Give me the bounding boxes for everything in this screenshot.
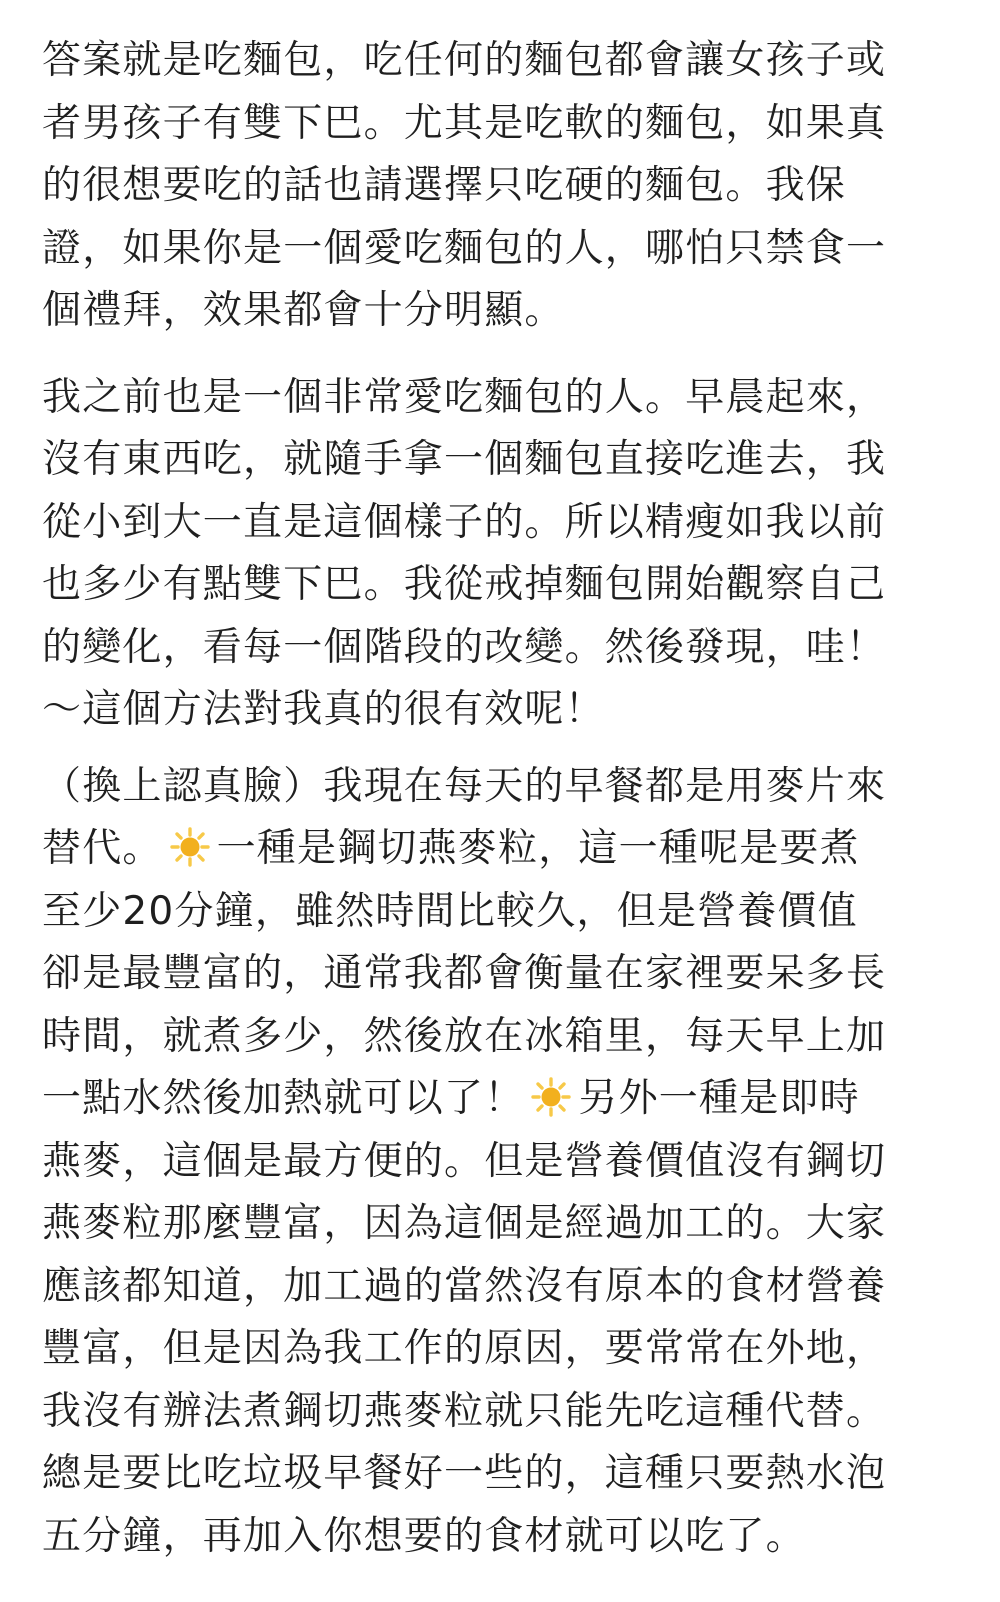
paragraph-line: 的很想要吃的話也請選擇只吃硬的麵包。我保 xyxy=(42,163,847,208)
paragraph-line: 沒有東西吃，就隨手拿一個麵包直接吃進去，我 xyxy=(42,437,887,482)
paragraph-line: 燕麥，這個是最方便的。但是營養價值沒有鋼切 xyxy=(42,1138,887,1184)
paragraph-line: 總是要比吃垃圾早餐好一些的，這種只要熱水泡 xyxy=(42,1451,887,1496)
paragraph-text-fragment: 一點水然後加熱就可以了！ xyxy=(42,1076,525,1121)
paragraph-3 xyxy=(42,756,976,1569)
paragraph-line: 的變化，看每一個階段的改變。然後發現，哇！ xyxy=(42,624,887,670)
paragraph-2 xyxy=(42,367,976,742)
paragraph-text-fragment: 替代。 xyxy=(42,826,163,871)
paragraph-line: 應該都知道，加工過的當然沒有原本的食材營養 xyxy=(42,1263,887,1309)
paragraph-line: ～這個方法對我真的很有效呢！ xyxy=(42,687,605,732)
paragraph-line: 者男孩子有雙下巴。尤其是吃軟的麵包，如果真 xyxy=(42,100,887,146)
paragraph-line: 五分鐘，再加入你想要的食材就可以吃了。 xyxy=(42,1513,806,1559)
paragraph-line: 至少20分鐘，雖然時間比較久，但是營養價值 xyxy=(42,888,858,934)
paragraph-line-with-icon xyxy=(42,1068,976,1131)
paragraph-line: 證，如果你是一個愛吃麵包的人，哪怕只禁食一 xyxy=(42,225,887,271)
paragraph-gap xyxy=(42,343,976,367)
paragraph-line: 也多少有點雙下巴。我從戒掉麵包開始觀察自己 xyxy=(42,562,887,607)
paragraph-1 xyxy=(42,30,976,343)
paragraph-line: 從小到大一直是這個樣子的。所以精瘦如我以前 xyxy=(42,499,887,545)
paragraph-line: （換上認真臉）我現在每天的早餐都是用麥片來 xyxy=(42,763,887,809)
paragraph-text-fragment: 另外一種是即時 xyxy=(578,1076,860,1121)
paragraph-line: 個禮拜，效果都會十分明顯。 xyxy=(42,288,565,333)
paragraph-line: 我沒有辦法煮鋼切燕麥粒就只能先吃這種代替。 xyxy=(42,1388,887,1434)
sun-icon xyxy=(530,1076,572,1118)
paragraph-gap xyxy=(42,742,976,756)
sun-icon xyxy=(169,826,211,868)
paragraph-line: 答案就是吃麵包，吃任何的麵包都會讓女孩子或 xyxy=(42,38,887,83)
paragraph-line: 卻是最豐富的，通常我都會衡量在家裡要呆多長 xyxy=(42,951,887,996)
paragraph-line-with-icon xyxy=(42,818,976,881)
paragraph-line: 我之前也是一個非常愛吃麵包的人。早晨起來， xyxy=(42,374,887,420)
paragraph-line: 時間，就煮多少，然後放在冰箱里，每天早上加 xyxy=(42,1013,887,1059)
paragraph-text-fragment: 一種是鋼切燕麥粒，這一種呢是要煮 xyxy=(216,826,860,871)
paragraph-line: 燕麥粒那麼豐富，因為這個是經過加工的。大家 xyxy=(42,1201,887,1246)
paragraph-line: 豐富，但是因為我工作的原因，要常常在外地， xyxy=(42,1326,887,1371)
